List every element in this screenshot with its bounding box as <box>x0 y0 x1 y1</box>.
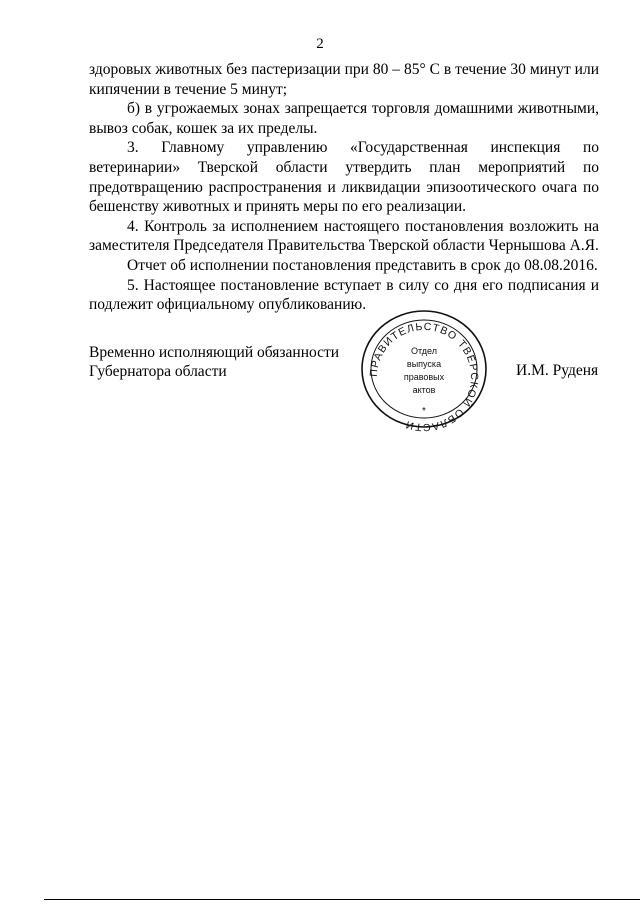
page-number: 2 <box>316 36 324 52</box>
seal-center-line2: выпуска <box>406 359 442 369</box>
signature-position-line1: Временно исполняющий обязанности <box>89 344 340 361</box>
seal-center-line3: правовых <box>403 372 445 382</box>
seal-star-icon: * <box>422 406 426 417</box>
paragraph-continuation: здоровых животных без пастеризации при 80 – 85° С в течение 30 минут или кипячении в течение 5 минут; <box>89 61 599 98</box>
seal-center-line4: актов <box>412 385 436 395</box>
seal-ring-text: ПРАВИТЕЛЬСТВО ТВЕРСКОЙ ОБЛАСТИ <box>367 320 481 433</box>
document-body <box>89 60 599 315</box>
signature-position <box>89 343 339 381</box>
page-bottom-edge <box>44 899 640 900</box>
signature-position-line2: Губернатора области <box>89 363 227 380</box>
paragraph-3: 3. Главному управлению «Государственная инспекция по ветеринарии» Тверской области утвердить план мероприятий по предотвращению распространения и ликвидации эпизоотического очага по бешенству животных и принять меры по его реализации. <box>89 139 599 216</box>
seal-center-line1: Отдел <box>410 346 438 356</box>
paragraph-report: Отчет об исполнении постановления представить в срок до 08.08.2016. <box>127 256 598 274</box>
paragraph-5: 5. Настоящее постановление вступает в силу со дня его подписания и подлежит официальному опубликованию. <box>89 276 599 314</box>
paragraph-b: б) в угрожаемых зонах запрещается торговля домашними животными, вывоз собак, кошек за их пределы. <box>89 100 599 137</box>
official-seal-stamp <box>354 303 494 433</box>
paragraph-4: 4. Контроль за исполнением настоящего постановления возложить на заместителя Председателя Правительства Тверской области Чернышова А.Я. <box>89 217 599 255</box>
signatory-name: И.М. Руденя <box>516 362 599 379</box>
